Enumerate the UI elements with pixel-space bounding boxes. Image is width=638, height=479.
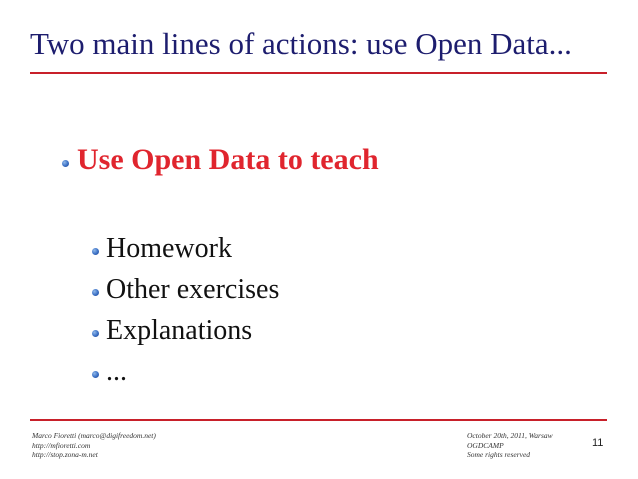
bullet-icon <box>92 371 99 378</box>
footer-divider <box>30 419 607 421</box>
sub-bullet-text: Homework <box>106 232 232 264</box>
bullet-icon <box>92 248 99 255</box>
footer-event-info <box>467 431 553 460</box>
footer-event: OGDCAMP <box>467 440 504 450</box>
main-bullet <box>62 143 379 177</box>
footer-blog: http://stop.zona-m.net <box>32 450 98 459</box>
footer-website: http://mfioretti.com <box>32 440 91 450</box>
slide-title: Two main lines of actions: use Open Data... <box>30 26 572 61</box>
sub-bullet-item <box>92 310 279 351</box>
footer-author: Marco Fioretti (marco@digifreedom.net) <box>32 431 156 440</box>
footer-author-info <box>32 431 156 460</box>
page-number: 11 <box>592 437 604 449</box>
sub-bullet-item <box>92 228 279 269</box>
sub-bullet-item <box>92 269 279 310</box>
sub-bullet-text: ... <box>106 355 127 387</box>
bullet-icon <box>62 160 69 167</box>
sub-bullet-list <box>92 228 279 392</box>
sub-bullet-text: Explanations <box>106 314 253 346</box>
footer-license: Some rights reserved <box>467 450 531 459</box>
main-bullet-text: Use Open Data to teach <box>77 143 379 176</box>
bullet-icon <box>92 330 99 337</box>
sub-bullet-text: Other exercises <box>106 273 280 305</box>
title-divider <box>30 72 607 74</box>
sub-bullet-item <box>92 351 279 392</box>
bullet-icon <box>92 289 99 296</box>
footer-date: October 20th, 2011, Warsaw <box>467 431 553 440</box>
